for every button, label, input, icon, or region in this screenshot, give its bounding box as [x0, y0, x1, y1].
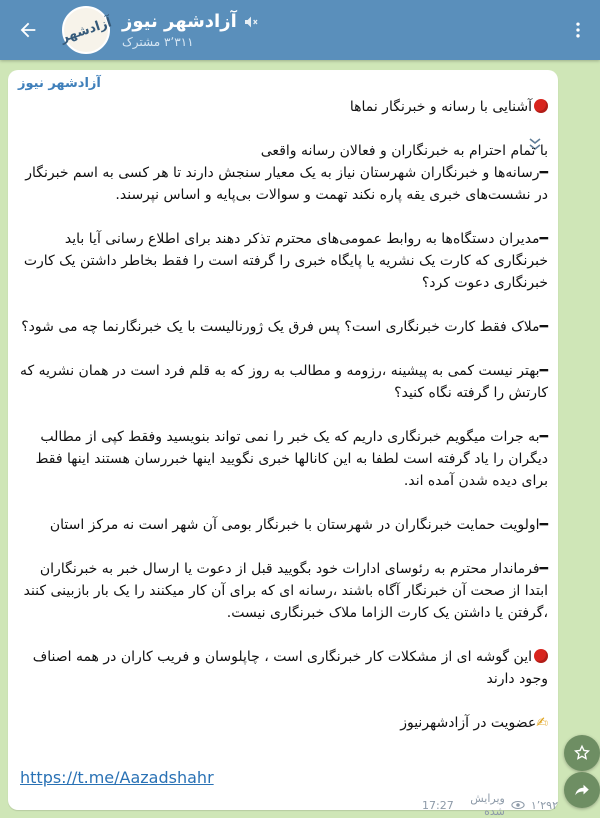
share-button[interactable]: [564, 772, 600, 808]
more-menu-button[interactable]: [556, 0, 600, 60]
line-text: ملاک فقط کارت خبرنگاری است؟ پس فرق یک ژورنالیست با یک خبرنگارنما چه می شود؟: [21, 319, 540, 335]
chat-header: [0, 0, 600, 60]
avatar-logo-text: آزادشهر: [58, 14, 114, 46]
paragraph-line: [18, 646, 548, 690]
line-text: این گوشه ای از مشکلات کار خبرنگاری است ، چاپلوسان و فریب کاران در همه اصناف وجود دارند: [32, 649, 548, 687]
view-count: ۱٬۲۹۲: [530, 798, 558, 812]
line-text: به جرات میگویم خبرنگاری داریم که یک خبر را نمی تواند بنویسید وفقط کپی از مطالب دیگران را یاد گرفته است لطفا به این کانالها خبری نگویید اینها خبررسان هستند اینها فقط برای دیده شدن آمده اند.: [35, 429, 548, 489]
edited-label: ویرایش شده: [470, 792, 505, 818]
message-paragraph: [18, 316, 548, 338]
writing-hand-icon: ✍: [536, 715, 548, 731]
line-text: بهتر نیست کمی به پیشینه ،رزومه و مطالب به روز که به قلم فرد است در همان نشریه که کارتش را گرفته نگاه کنید؟: [19, 363, 548, 401]
share-arrow-icon: [573, 781, 591, 799]
dash-icon: ━: [539, 165, 548, 181]
channel-link[interactable]: https://t.me/Aazadshahr: [20, 768, 214, 787]
paragraph-line: [18, 712, 548, 734]
favorite-button[interactable]: [564, 735, 600, 771]
dash-icon: ━: [539, 429, 548, 445]
paragraph-line: [18, 558, 548, 624]
message-paragraph: [18, 514, 548, 536]
line-text: رسانه‌ها و خبرنگاران شهرستان نیاز به یک معیار سنجش دارند تا هر کسی به اسم خبرنگار در نشست‌های خبری یقه پاره نکند تهمت و سوالات بی‌پایه و اساس نپرسند.: [25, 165, 548, 203]
red-circle-icon: [534, 99, 548, 113]
dash-icon: ━: [539, 319, 548, 335]
message-paragraph: [18, 712, 548, 734]
red-circle-icon: [534, 649, 548, 663]
message-bubble[interactable]: [8, 70, 558, 818]
message-paragraph: [18, 96, 548, 118]
channel-avatar[interactable]: [58, 6, 114, 54]
message-meta: [422, 792, 558, 818]
dash-icon: ━: [539, 363, 548, 379]
message-paragraph: [18, 558, 548, 624]
line-text: فرماندار محترم به رئوسای ادارات خود بگویید قبل از دعوت یا ارسال خبر به خبرنگاران ابتدا از صحت آن خبرنگار آگاه باشند ،رسانه ای که برای آن کار میکنند را یک بار بازبینی کنند ،گرفتن یا داشتن یک کارت الزاما ملاک خبرنگاری نیست.: [23, 561, 548, 621]
subscriber-count: ۳٬۳۱۱ مشترک: [122, 35, 194, 49]
paragraph-line: [18, 316, 548, 338]
paragraph-line: [18, 514, 548, 536]
back-arrow-icon: [17, 19, 39, 41]
eye-icon: [511, 800, 525, 810]
paragraph-line: [18, 360, 548, 404]
paragraph-line: [18, 228, 548, 294]
line-text: اولویت حمایت خبرنگاران در شهرستان با خبرنگار بومی آن شهر است نه مرکز استان: [49, 517, 540, 533]
channel-title-block[interactable]: [122, 11, 259, 49]
message-paragraph: [18, 228, 548, 294]
star-icon: [573, 744, 591, 762]
dash-icon: ━: [539, 517, 548, 533]
line-text: مدیران دستگاه‌ها به روابط عمومی‌های محترم تذکر دهند برای اطلاع رسانی آیا باید خبرنگاری که کارت یک نشریه یا پایگاه خبری را گرفته است را فقط بخاطر داشتن یک کارت خبرنگاری دعوت کرد؟: [23, 231, 548, 291]
message-paragraph: [18, 646, 548, 690]
message-time: 17:27: [422, 798, 454, 812]
paragraph-line: [18, 162, 548, 206]
back-button[interactable]: [0, 0, 56, 60]
muted-speaker-icon: [243, 14, 259, 30]
message-text: [18, 96, 548, 734]
line-text: با تمام احترام به خبرنگاران و فعالان رسانه واقعی: [260, 143, 548, 159]
message-paragraph: [18, 360, 548, 404]
message-sender: آزادشهر نیوز: [18, 76, 101, 91]
message-paragraph: [18, 426, 548, 492]
dash-icon: ━: [539, 231, 548, 247]
channel-title: آزادشهر نیوز: [122, 11, 237, 32]
paragraph-line: [18, 426, 548, 492]
paragraph-line: [18, 96, 548, 118]
paragraph-line: [18, 140, 548, 162]
more-vertical-icon: [568, 20, 588, 40]
dash-icon: ━: [539, 561, 548, 577]
line-text: آشنایی با رسانه و خبرنگار نماها: [349, 99, 532, 115]
message-paragraph: [18, 140, 548, 206]
line-text: عضویت در آزادشهرنیوز: [400, 715, 537, 731]
